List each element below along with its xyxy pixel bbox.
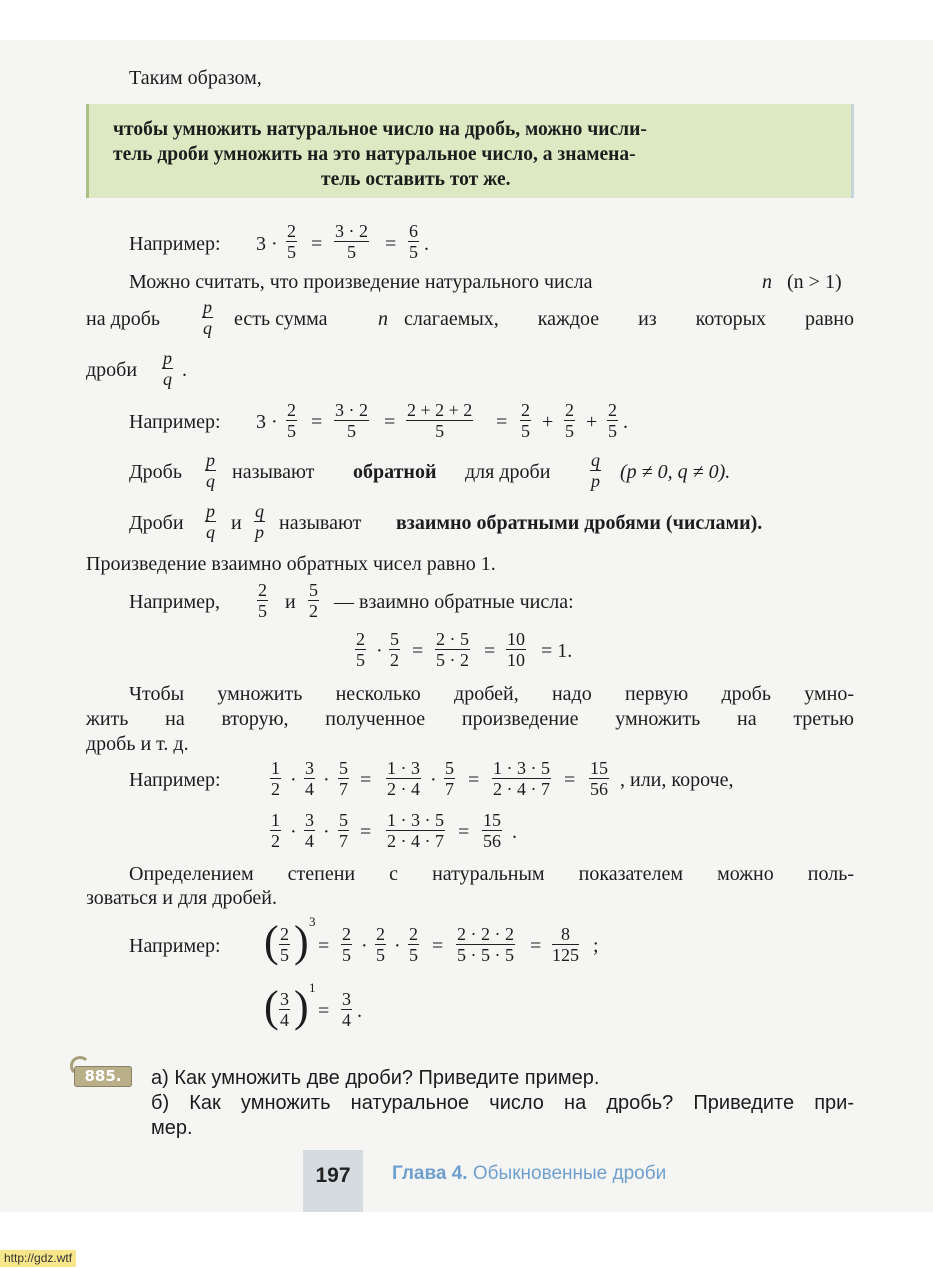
ex2-frac-5: 2 5 xyxy=(565,400,574,441)
ex3-frac-1: 2 5 xyxy=(258,580,267,621)
ex3-dot: · xyxy=(376,640,383,662)
sum-frac-pq-2: p q xyxy=(163,348,172,389)
ex4-r1-frac-7: 15 56 xyxy=(590,758,608,799)
question-a: а) Как умножить две дроби? Приведите пример. xyxy=(151,1067,600,1089)
mutual-b: называют xyxy=(279,512,362,534)
ex3-g3: 2 · 5 5 · 2 xyxy=(436,629,469,670)
mutual-a: Дроби xyxy=(129,512,184,534)
ex1-eq-1: = xyxy=(311,233,323,255)
ex5-r1-op-1: = xyxy=(318,935,330,957)
ex3-g4: 10 10 xyxy=(507,629,525,670)
ex5-paren-close: ) xyxy=(294,917,309,966)
ex4-r2-frac-3: 5 7 xyxy=(339,810,348,851)
page-number: 197 xyxy=(303,1150,363,1212)
ex1-frac-2: 3 · 2 5 xyxy=(335,221,368,262)
ex5-paren-close-2: ) xyxy=(294,982,309,1031)
ex5-r1-op-2: · xyxy=(361,935,368,957)
ex4-r2-op-4: = xyxy=(458,821,470,843)
ex4-r2-frac-5: 15 56 xyxy=(483,810,501,851)
multi-line-3: дробь и т. д. xyxy=(86,733,189,755)
intro-text: Таким образом, xyxy=(129,67,262,89)
question-b: б) Как умножить натуральное число на дробь? Приведите при- xyxy=(151,1092,854,1114)
textbook-page xyxy=(0,40,933,1212)
ex2-frac-6: 2 5 xyxy=(608,400,617,441)
sum-line-3-end: . xyxy=(182,359,187,381)
ex4-r2-op-3: = xyxy=(360,821,372,843)
ex3-g1: 2 5 xyxy=(356,629,365,670)
sum-line-2a: на дробь xyxy=(86,308,161,330)
ex1-eq-2: = xyxy=(385,233,397,255)
ex5-semi: ; xyxy=(593,935,599,957)
ex4-r1-op-5: = xyxy=(468,769,480,791)
ex5-r1-frac-5: 8 125 xyxy=(552,924,579,965)
sum-line-1b: (n > 1) xyxy=(787,271,842,293)
ex4-r1-frac-5: 5 7 xyxy=(445,758,454,799)
mutual-frac-2: q p xyxy=(255,501,264,542)
sum-line-1a: Можно считать, что произведение натурального числа xyxy=(129,271,593,293)
ex3-end: = 1. xyxy=(541,640,573,662)
sum-line-2c: слагаемых, каждое из которых равно xyxy=(404,308,854,330)
recip-cond: (p ≠ 0, q ≠ 0). xyxy=(620,461,731,483)
rule-line-1: чтобы умножить натуральное число на дробь, можно числи- xyxy=(113,119,647,140)
ex5-base-2: 3 4 xyxy=(280,989,289,1030)
recip-bold: обратной xyxy=(353,461,437,483)
ex4-end: . xyxy=(512,821,517,843)
recip-frac-2: q p xyxy=(591,450,600,491)
ex5-end: . xyxy=(357,1000,362,1022)
ex4-shorter: , или, короче, xyxy=(620,769,734,791)
ex4-r1-op-4: · xyxy=(430,769,437,791)
ex5-r1-op-3: · xyxy=(394,935,401,957)
rule-line-2: тель дроби умножить на это натуральное число, а знамена- xyxy=(113,144,636,165)
ex3-tail: — взаимно обратные числа: xyxy=(334,591,574,613)
chapter-label: Глава 4. xyxy=(392,1163,468,1184)
example-label-4: Например: xyxy=(129,769,221,791)
ex5-paren-open: ( xyxy=(264,917,279,966)
question-c: мер. xyxy=(151,1117,193,1139)
sum-frac-pq: p q xyxy=(203,297,212,338)
ex2-lead: 3 · xyxy=(256,411,278,433)
ex2-frac-1: 2 5 xyxy=(287,400,296,441)
ex1-lead: 3 · xyxy=(256,233,278,255)
ex4-r2-op-2: · xyxy=(323,821,330,843)
ex2-plus-2: + xyxy=(586,411,598,433)
ex4-r2-frac-1: 1 2 xyxy=(271,810,280,851)
ex5-r1-frac-1: 2 5 xyxy=(342,924,351,965)
ex2-eq-2: = xyxy=(384,411,396,433)
ex3-and: и xyxy=(285,591,296,613)
ex5-result-2: 3 4 xyxy=(342,989,351,1030)
ex4-r2-frac-4: 1 · 3 · 5 2 · 4 · 7 xyxy=(387,810,444,851)
ex5-r1-frac-3: 2 5 xyxy=(409,924,418,965)
example-label: Например: xyxy=(129,233,221,255)
example-label-2: Например: xyxy=(129,411,221,433)
ex3-frac-2: 5 2 xyxy=(309,580,318,621)
ex5-base-1: 2 5 xyxy=(280,924,289,965)
ex4-r1-op-3: = xyxy=(360,769,372,791)
ex2-frac-3: 2 + 2 + 2 5 xyxy=(407,400,473,441)
rule-line-3: тель оставить тот же. xyxy=(321,169,511,190)
example-label-5: Например: xyxy=(129,935,221,957)
sum-line-2n: n xyxy=(378,308,388,330)
mutual-bold: взаимно обратными дробями (числами). xyxy=(396,512,763,534)
ex4-r1-op-1: · xyxy=(290,769,297,791)
mutual-and: и xyxy=(231,512,242,534)
ex3-g2: 5 2 xyxy=(390,629,399,670)
example-label-3: Например, xyxy=(129,591,220,613)
power-line-1: Определением степени с натуральным показателем можно поль- xyxy=(129,863,854,885)
rule-box xyxy=(86,104,854,198)
recip-frac-1: p q xyxy=(206,450,215,491)
mutual-frac-1: p q xyxy=(206,501,215,542)
ex4-r1-op-6: = xyxy=(564,769,576,791)
recip-c: для дроби xyxy=(465,461,551,483)
ex5-exp-1: 3 xyxy=(309,914,316,929)
ex1-frac-3: 6 5 xyxy=(409,221,418,262)
ex4-r1-frac-3: 5 7 xyxy=(339,758,348,799)
ex4-r1-op-2: · xyxy=(323,769,330,791)
recip-b: называют xyxy=(232,461,315,483)
question-number-badge: 885. xyxy=(74,1066,132,1087)
multi-line-2: жить на вторую, полученное произведение умножить на третью xyxy=(86,708,854,730)
ex5-r1-frac-2: 2 5 xyxy=(376,924,385,965)
ex2-frac-2: 3 · 2 5 xyxy=(335,400,368,441)
sum-line-3: дроби xyxy=(86,359,138,381)
product-one: Произведение взаимно обратных чисел равно 1. xyxy=(86,553,496,575)
ex4-r1-frac-1: 1 2 xyxy=(271,758,280,799)
sum-line-2b: есть сумма xyxy=(234,308,328,330)
ex5-r1-op-4: = xyxy=(432,935,444,957)
ex4-r2-op-1: · xyxy=(290,821,297,843)
ex4-r2-frac-2: 3 4 xyxy=(305,810,314,851)
sum-line-1n: n xyxy=(762,271,772,293)
ex5-r1-frac-4: 2 · 2 · 2 5 · 5 · 5 xyxy=(457,924,514,965)
ex2-end: . xyxy=(623,411,628,433)
ex2-plus-1: + xyxy=(542,411,554,433)
ex5-paren-open-2: ( xyxy=(264,982,279,1031)
ex4-r1-frac-2: 3 4 xyxy=(305,758,314,799)
ex2-eq-1: = xyxy=(311,411,323,433)
multi-line-1: Чтобы умножить несколько дробей, надо первую дробь умно- xyxy=(129,683,854,705)
ex5-eq-2: = xyxy=(318,1000,330,1022)
ex5-exp-2: 1 xyxy=(309,980,316,995)
ex3-eq-2: = xyxy=(484,640,496,662)
ex1-frac-1: 2 5 xyxy=(287,221,296,262)
chapter-name: Обыкновенные дроби xyxy=(472,1163,667,1184)
chapter-title xyxy=(392,1163,666,1185)
ex4-r1-frac-6: 1 · 3 · 5 2 · 4 · 7 xyxy=(493,758,550,799)
ex2-eq-3: = xyxy=(496,411,508,433)
ex1-end: . xyxy=(424,233,429,255)
ex3-eq-1: = xyxy=(412,640,424,662)
ex5-r1-op-5: = xyxy=(530,935,542,957)
watermark-link[interactable]: http://gdz.wtf xyxy=(0,1250,76,1267)
recip-a: Дробь xyxy=(129,461,182,483)
power-line-2: зоваться и для дробей. xyxy=(86,887,277,909)
ex4-r1-frac-4: 1 · 3 2 · 4 xyxy=(387,758,420,799)
ex2-frac-4: 2 5 xyxy=(521,400,530,441)
